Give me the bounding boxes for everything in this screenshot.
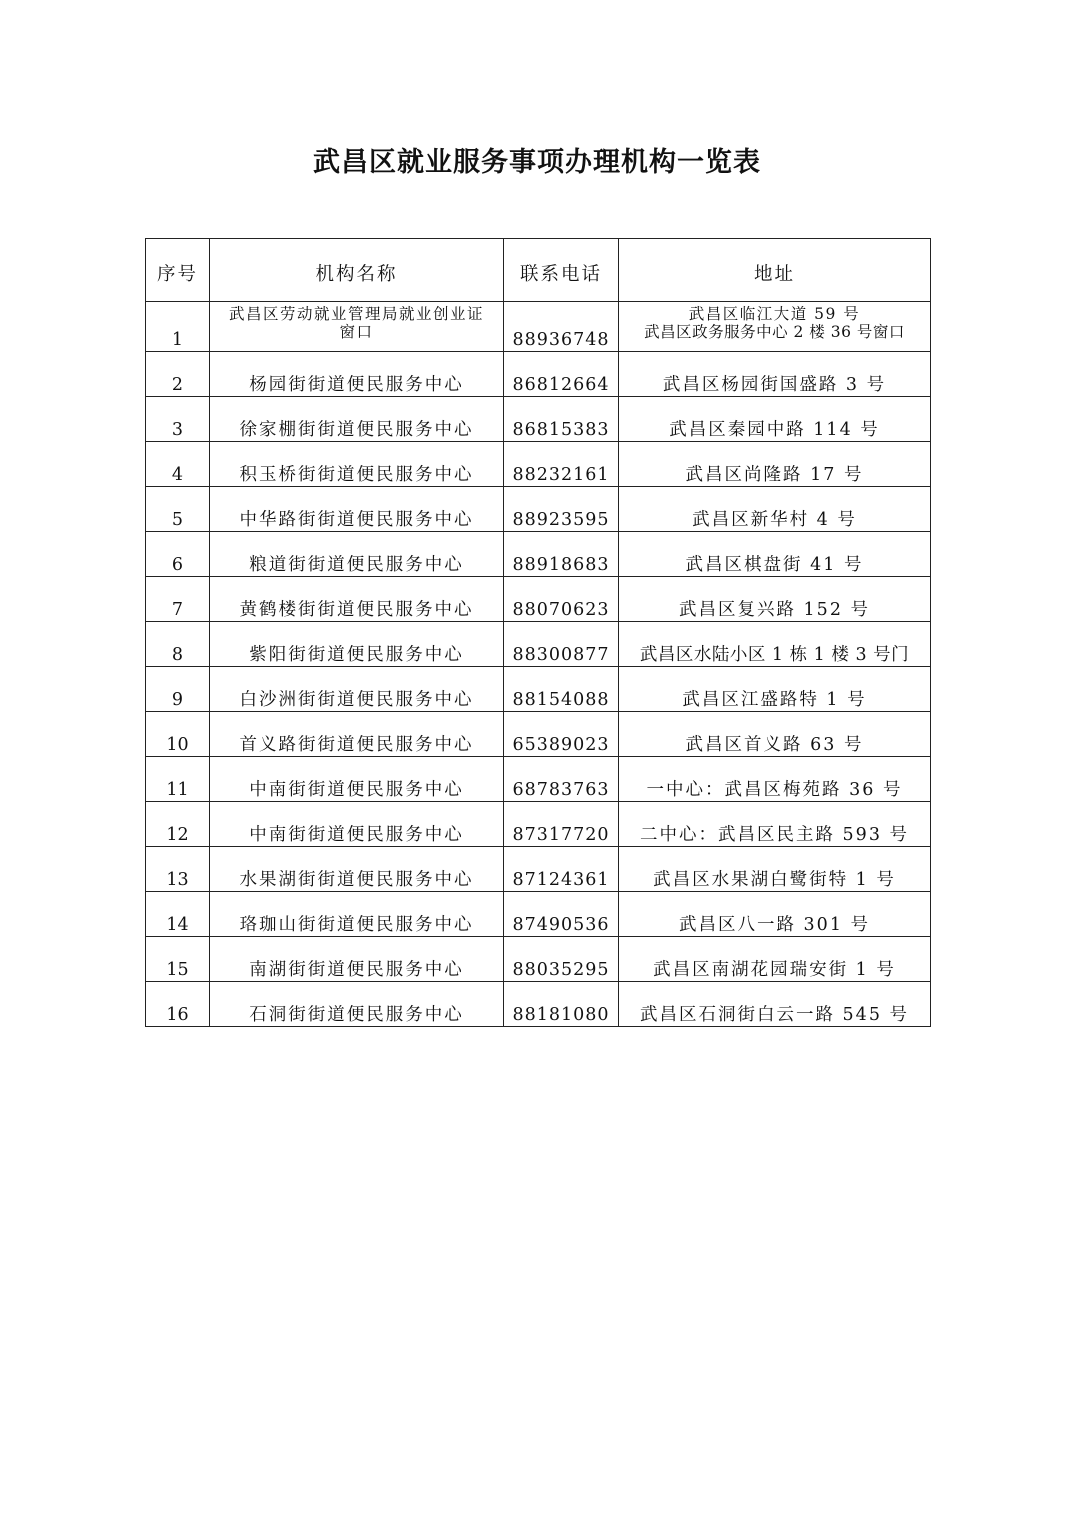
name-text: 白沙洲街街道便民服务中心 <box>239 690 474 710</box>
phone-text: 68783763 <box>512 780 610 800</box>
header-name: 机构名称 <box>210 239 504 302</box>
address-cell <box>619 712 931 757</box>
seq-cell <box>146 712 210 757</box>
header-phone: 联系电话 <box>504 239 619 302</box>
name-text: 珞珈山街街道便民服务中心 <box>239 915 474 935</box>
seq-cell <box>146 892 210 937</box>
name-cell <box>210 442 504 487</box>
name-cell <box>210 937 504 982</box>
address-cell <box>619 847 931 892</box>
table-row <box>146 577 931 622</box>
phone-text: 88923595 <box>512 510 610 530</box>
seq-text: 12 <box>166 825 189 845</box>
table-row <box>146 802 931 847</box>
name-cell <box>210 397 504 442</box>
address-cell <box>619 802 931 847</box>
address-cell <box>619 982 931 1027</box>
seq-text: 1 <box>171 330 184 350</box>
page-title: 武昌区就业服务事项办理机构一览表 <box>313 147 761 178</box>
seq-cell <box>146 622 210 667</box>
agency-table <box>145 238 931 1027</box>
address-text: 武昌区杨园街国盛路 3 号 <box>662 375 887 395</box>
address-cell <box>619 892 931 937</box>
address-cell <box>619 442 931 487</box>
address-text: 二中心：武昌区民主路 593 号 <box>639 825 910 845</box>
table-row <box>146 622 931 667</box>
name-text: 石洞街街道便民服务中心 <box>249 1005 464 1025</box>
seq-text: 3 <box>171 420 184 440</box>
name-text: 积玉桥街街道便民服务中心 <box>239 465 474 485</box>
name-text: 首义路街街道便民服务中心 <box>239 735 474 755</box>
name-cell <box>210 302 504 352</box>
address-text: 武昌区八一路 301 号 <box>678 915 871 935</box>
seq-cell <box>146 577 210 622</box>
seq-text: 9 <box>171 690 184 710</box>
name-text: 中南街街道便民服务中心 <box>249 825 464 845</box>
address-cell <box>619 757 931 802</box>
name-line-1: 武昌区劳动就业管理局就业创业证 <box>228 305 484 323</box>
header-seq: 序号 <box>146 239 210 302</box>
table-row <box>146 302 931 352</box>
address-cell <box>619 352 931 397</box>
table-row <box>146 442 931 487</box>
table-row <box>146 667 931 712</box>
address-text: 武昌区江盛路特 1 号 <box>682 690 867 710</box>
phone-cell <box>504 757 619 802</box>
phone-cell <box>504 487 619 532</box>
address-text: 武昌区棋盘街 41 号 <box>685 555 864 575</box>
name-cell <box>210 532 504 577</box>
name-cell <box>210 757 504 802</box>
name-text: 中华路街街道便民服务中心 <box>239 510 474 530</box>
name-text: 粮道街街道便民服务中心 <box>249 555 464 575</box>
table-row <box>146 397 931 442</box>
name-cell <box>210 802 504 847</box>
phone-text: 87124361 <box>512 870 610 890</box>
seq-cell <box>146 847 210 892</box>
phone-cell <box>504 352 619 397</box>
phone-text: 88181080 <box>512 1005 610 1025</box>
table-row <box>146 847 931 892</box>
address-text: 武昌区尚隆路 17 号 <box>685 465 864 485</box>
name-cell <box>210 667 504 712</box>
seq-text: 15 <box>166 960 189 980</box>
phone-text: 88232161 <box>512 465 610 485</box>
seq-text: 13 <box>166 870 189 890</box>
address-line-1: 武昌区临江大道 59 号 <box>688 305 861 323</box>
address-cell <box>619 487 931 532</box>
name-text: 南湖街街道便民服务中心 <box>249 960 464 980</box>
table-row <box>146 892 931 937</box>
phone-cell <box>504 397 619 442</box>
seq-text: 7 <box>171 600 184 620</box>
phone-text: 65389023 <box>512 735 610 755</box>
name-cell <box>210 622 504 667</box>
phone-text: 86812664 <box>512 375 610 395</box>
seq-cell <box>146 487 210 532</box>
address-cell <box>619 577 931 622</box>
seq-cell <box>146 532 210 577</box>
phone-cell <box>504 577 619 622</box>
address-text: 武昌区水果湖白鹭街特 1 号 <box>653 870 896 890</box>
name-cell <box>210 892 504 937</box>
table-row <box>146 532 931 577</box>
phone-cell <box>504 892 619 937</box>
seq-cell <box>146 802 210 847</box>
name-cell <box>210 577 504 622</box>
address-cell <box>619 397 931 442</box>
address-text: 武昌区新华村 4 号 <box>692 510 857 530</box>
table-body <box>146 302 931 1027</box>
seq-text: 11 <box>166 780 189 800</box>
name-text: 徐家棚街街道便民服务中心 <box>239 420 474 440</box>
address-text: 武昌区水陆小区 1 栋 1 楼 3 号门 <box>639 645 910 665</box>
table-row <box>146 352 931 397</box>
seq-text: 16 <box>166 1005 189 1025</box>
name-text: 中南街街道便民服务中心 <box>249 780 464 800</box>
phone-text: 87317720 <box>512 825 610 845</box>
address-line-2: 武昌区政务服务中心 2 楼 36 号窗口 <box>644 323 905 341</box>
seq-text: 8 <box>171 645 184 665</box>
seq-cell <box>146 667 210 712</box>
phone-text: 87490536 <box>512 915 610 935</box>
address-text: 一中心：武昌区梅苑路 36 号 <box>646 780 903 800</box>
name-text: 水果湖街街道便民服务中心 <box>239 870 474 890</box>
phone-cell <box>504 847 619 892</box>
address-text: 武昌区石洞街白云一路 545 号 <box>639 1005 910 1025</box>
table-row <box>146 487 931 532</box>
name-cell <box>210 847 504 892</box>
seq-text: 2 <box>171 375 184 395</box>
phone-cell <box>504 937 619 982</box>
phone-text: 86815383 <box>512 420 610 440</box>
name-cell <box>210 487 504 532</box>
address-text: 武昌区复兴路 152 号 <box>678 600 871 620</box>
phone-text: 88154088 <box>512 690 610 710</box>
phone-text: 88300877 <box>512 645 610 665</box>
seq-cell <box>146 397 210 442</box>
seq-cell <box>146 757 210 802</box>
phone-cell <box>504 302 619 352</box>
table-row <box>146 757 931 802</box>
address-cell <box>619 937 931 982</box>
name-text: 黄鹤楼街街道便民服务中心 <box>239 600 474 620</box>
phone-cell <box>504 712 619 757</box>
address-text: 武昌区秦园中路 114 号 <box>669 420 880 440</box>
phone-cell <box>504 802 619 847</box>
seq-text: 4 <box>171 465 184 485</box>
phone-text: 88936748 <box>512 330 610 350</box>
name-text: 紫阳街街道便民服务中心 <box>249 645 464 665</box>
name-cell <box>210 982 504 1027</box>
seq-cell <box>146 982 210 1027</box>
seq-text: 14 <box>166 915 189 935</box>
phone-cell <box>504 667 619 712</box>
name-line-2: 窗口 <box>339 323 374 341</box>
name-cell <box>210 712 504 757</box>
header-address: 地址 <box>619 239 931 302</box>
address-text: 武昌区首义路 63 号 <box>685 735 864 755</box>
phone-cell <box>504 442 619 487</box>
table-header-row <box>146 239 931 302</box>
address-text: 武昌区南湖花园瑞安街 1 号 <box>653 960 896 980</box>
table-row <box>146 982 931 1027</box>
name-text: 杨园街街道便民服务中心 <box>249 375 464 395</box>
seq-cell <box>146 442 210 487</box>
seq-text: 10 <box>166 735 189 755</box>
phone-text: 88070623 <box>512 600 610 620</box>
address-cell <box>619 667 931 712</box>
table-row <box>146 712 931 757</box>
seq-cell <box>146 937 210 982</box>
phone-cell <box>504 532 619 577</box>
seq-text: 5 <box>171 510 184 530</box>
phone-text: 88035295 <box>512 960 610 980</box>
seq-cell <box>146 352 210 397</box>
address-cell <box>619 622 931 667</box>
phone-text: 88918683 <box>512 555 610 575</box>
phone-cell <box>504 622 619 667</box>
name-cell <box>210 352 504 397</box>
seq-cell <box>146 302 210 352</box>
table-row <box>146 937 931 982</box>
address-cell <box>619 302 931 352</box>
phone-cell <box>504 982 619 1027</box>
address-cell <box>619 532 931 577</box>
seq-text: 6 <box>171 555 184 575</box>
